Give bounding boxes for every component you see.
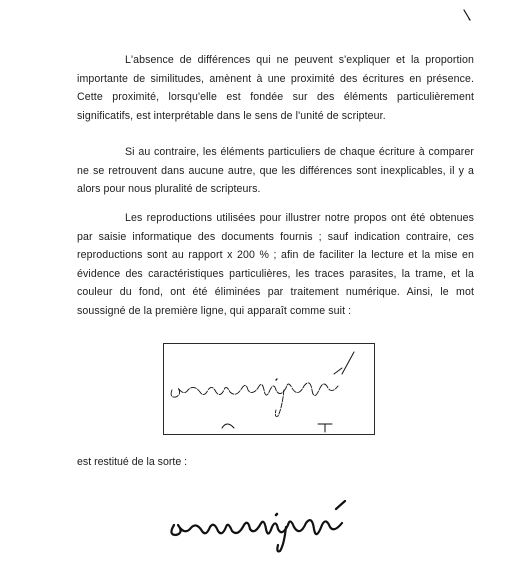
paragraph-reproductions: Les reproductions utilisées pour illustrer notre propos ont été obtenues par saisie informatique des documents fournis ; sauf indication contraire, ces reproductions sont au rapport x 200 % ; afin de faciliter la lecture et la mise en évidence des caractéristiques particulières, les traces parasites, la trame, et la couleur du fond, ont été éliminées par traitement numérique. Ainsi, le mot soussigné de la première ligne, qui apparaît comme suit :: [77, 212, 474, 317]
paragraph-similarity: L'absence de différences qui ne peuvent s'expliquer et la proportion importante de similitudes, amènent à une proximité des écritures en présence. Cette proximité, lorsqu'elle est fondée sur des éléments particulièrement significatifs, est interprétable dans le sens de l'unité de scripteur.: [77, 54, 474, 122]
signature-specimen-scan: [163, 343, 375, 435]
scan-mark-icon: [462, 8, 476, 24]
paragraph-plurality: Si au contraire, les éléments particuliers de chaque écriture à comparer ne se retrouvent dans aucune autre, que les différences sont inexplicables, il y a alors pour nous pluralité de scripteurs.: [77, 146, 474, 195]
handwritten-soussigne-raw: [164, 344, 374, 434]
handwritten-soussigne-restored: [160, 493, 360, 553]
caption-restitution: est restitué de la sorte :: [77, 456, 188, 468]
